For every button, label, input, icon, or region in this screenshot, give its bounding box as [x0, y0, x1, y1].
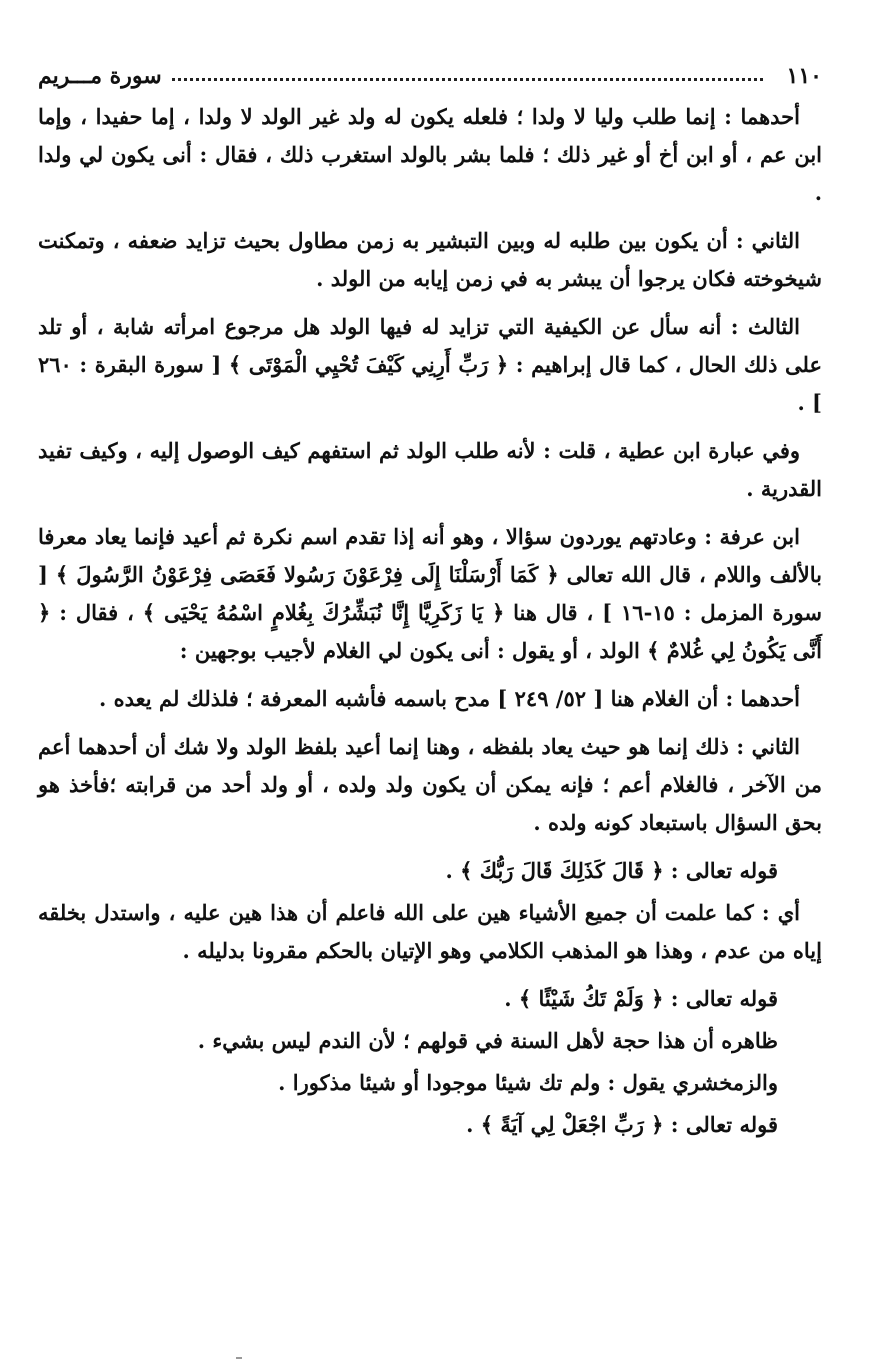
page-header — [38, 62, 822, 90]
paragraph-ibn-atiyya: وفي عبارة ابن عطية ، قلت : لأنه طلب الولد ثم استفهم كيف الوصول إليه ، وكيف تفيد القدرية . — [38, 438, 822, 501]
verse-heading: قوله تعالى : ﴿ قَالَ كَذَلِكَ قَالَ رَبُّكَ ﴾ . — [445, 858, 778, 883]
paragraph-first-view: أحدهما : إنما طلب وليا لا ولدا ؛ فلعله يكون له ولد غير الولد لا ولدا ، إما حفيدا ، وإما ابن عم ، أو ابن أخ أو غير ذلك ؛ فلما بشر بالولد استغرب ذلك ، فقال : أنى يكون لي ولدا . — [38, 104, 822, 205]
book-page — [38, 62, 822, 1148]
paragraph-ibn-arafa: ابن عرفة : وعادتهم يوردون سؤالا ، وهو أنه إذا تقدم اسم نكرة ثم أعيد فإنما يعاد معرفا بالألف واللام ، قال الله تعالى ﴿ كَمَا أَرْسَلْنَا إِلَى فِرْعَوْنَ رَسُولا فَعَصَى فِرْعَوْنُ الرَّسُولَ ﴾ [ سورة المزمل : ١٥-١٦ ] ، قال هنا ﴿ يَا زَكَرِيَّا إِنَّا نُبَشِّرُكَ بِغُلامٍ اسْمُهُ يَحْيَى ﴾ ، فقال : ﴿ أَنَّى يَكُونُ لِي غُلامٌ ﴾ الولد ، أو يقول : أنى يكون لي الغلام لأجيب بوجهين : — [38, 524, 823, 663]
page-body — [38, 98, 822, 1144]
page-number: ١١٠ — [786, 63, 822, 89]
paragraph-answer-one: أحدهما : أن الغلام هنا [ ٥٢/ ٢٤٩ ] مدح باسمه فأشبه المعرفة ؛ فلذلك لم يعده . — [99, 686, 800, 711]
paragraph-answer-two: الثاني : ذلك إنما هو حيث يعاد بلفظه ، وهنا إنما أعيد بلفظ الولد ولا شك أن أحدهما أعم من الآخر ، فالغلام أعم ؛ فإنه يمكن أن يكون ولد ولده ، أو ولد أحد من قرابته ؛فأخذ هو بحق السؤال باستبعاد كونه ولده . — [38, 734, 822, 835]
paragraph-explanation: أي : كما علمت أن جميع الأشياء هين على الله فاعلم أن هذا هين عليه ، واستدل بخلقه إياه من عدم ، وهذا هو المذهب الكلامي وهو الإتيان بالحكم مقرونا بدليله . — [38, 900, 822, 963]
paragraph-note: ظاهره أن هذا حجة لأهل السنة في قولهم ؛ لأن الندم ليس بشيء . — [197, 1028, 778, 1053]
paragraph-second-view: الثاني : أن يكون بين طلبه له وبين التبشير به زمن مطاول بحيث تزايد ضعفه ، وتمكنت شيخوخته فكان يرجوا أن يبشر به في زمن إيابه من الولد . — [38, 228, 822, 291]
scan-mark — [236, 1357, 242, 1359]
paragraph-third-view: الثالث : أنه سأل عن الكيفية التي تزايد له فيها الولد هل مرجوع امرأته شابة ، أو تلد على ذلك الحال ، كما قال إبراهيم : ﴿ رَبِّ أَرِنِي كَيْفَ تُحْيِي الْمَوْتَى ﴾ [ سورة البقرة : ٢٦٠ ] . — [38, 314, 822, 415]
running-title: سورة مـــريم — [38, 63, 162, 89]
header-dotted-rule — [172, 78, 763, 81]
verse-heading: قوله تعالى : ﴿ وَلَمْ تَكُ شَيْئًا ﴾ . — [504, 986, 778, 1011]
paragraph-zamakhshari: والزمخشري يقول : ولم تك شيئا موجودا أو شيئا مذكورا . — [278, 1070, 778, 1095]
verse-heading: قوله تعالى : ﴿ رَبِّ اجْعَلْ لِي آيَةً ﴾ . — [466, 1112, 778, 1137]
